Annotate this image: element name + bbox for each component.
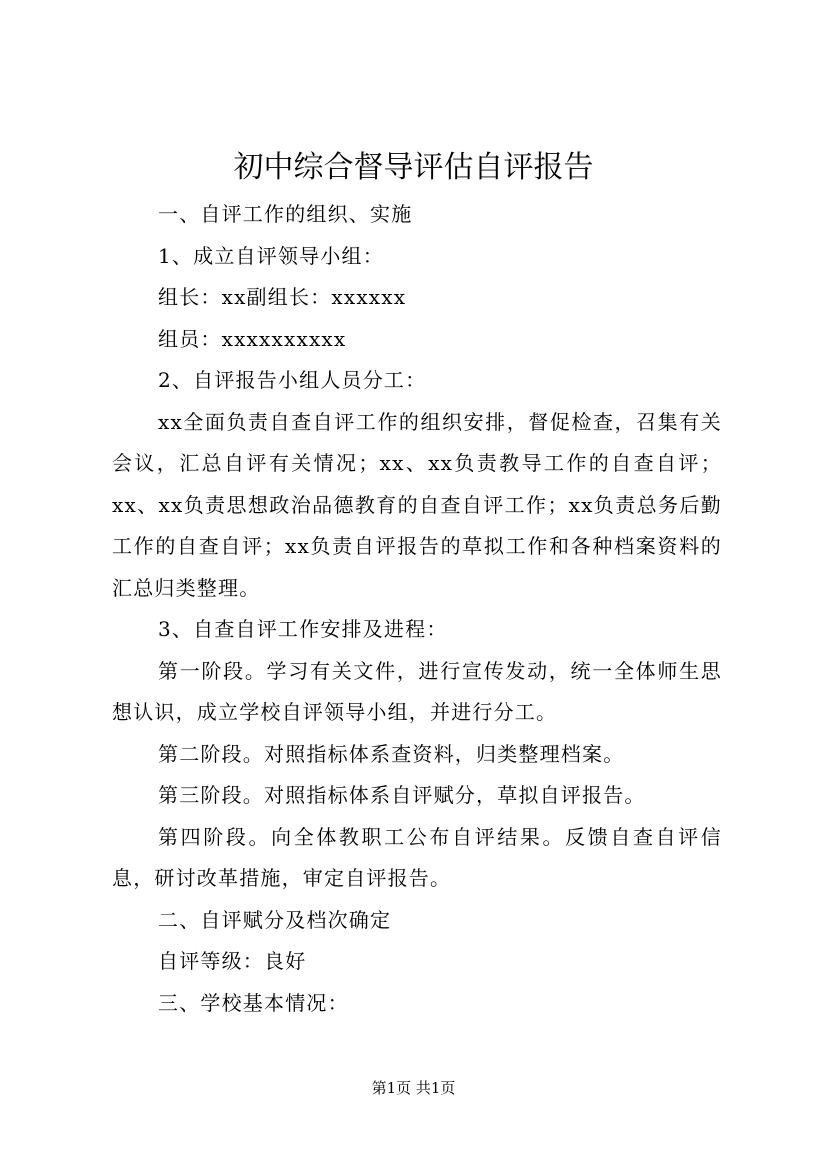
page-footer: 第1页 共1页 bbox=[371, 1079, 456, 1097]
stage-two: 第二阶段。对照指标体系查资料，归类整理档案。 bbox=[158, 741, 625, 766]
item-staff-division: 2、自评报告小组人员分工： bbox=[158, 368, 427, 392]
document-body bbox=[112, 194, 722, 1024]
document-title: 初中综合督导评估自评报告 bbox=[233, 150, 594, 185]
stage-four: 第四阶段。向全体教职工公布自评结果。反馈自查自评信息，研讨改革措施，审定自评报告。 bbox=[112, 824, 722, 890]
item-leadership-group: 1、成立自评领导小组： bbox=[158, 243, 384, 268]
staff-division-details: xx全面负责自查自评工作的组织安排，督促检查，召集有关会议，汇总自评有关情况；xx、xx负责教导工作的自查自评；xx、xx负责思想政治品德教育的自查自评工作；xx负责总务后勤工作的自查自评；xx负责自评报告的草拟工作和各种档案资料的汇总归类整理。 bbox=[112, 409, 722, 600]
section-heading-scoring: 二、自评赋分及档次确定 bbox=[158, 907, 392, 932]
section-heading-school-info: 三、学校基本情况： bbox=[158, 990, 349, 1015]
section-heading-organization: 一、自评工作的组织、实施 bbox=[158, 202, 413, 226]
item-schedule: 3、自查自评工作安排及进程： bbox=[158, 617, 448, 641]
group-members: 组员：xxxxxxxxxx bbox=[158, 326, 347, 351]
group-leaders: 组长：xx副组长：xxxxxx bbox=[158, 285, 407, 309]
self-evaluation-grade: 自评等级：良好 bbox=[158, 949, 307, 973]
stage-one: 第一阶段。学习有关文件，进行宣传发动，统一全体师生思想认识，成立学校自评领导小组，并进行分工。 bbox=[112, 658, 722, 724]
stage-three: 第三阶段。对照指标体系自评赋分，草拟自评报告。 bbox=[158, 783, 646, 807]
